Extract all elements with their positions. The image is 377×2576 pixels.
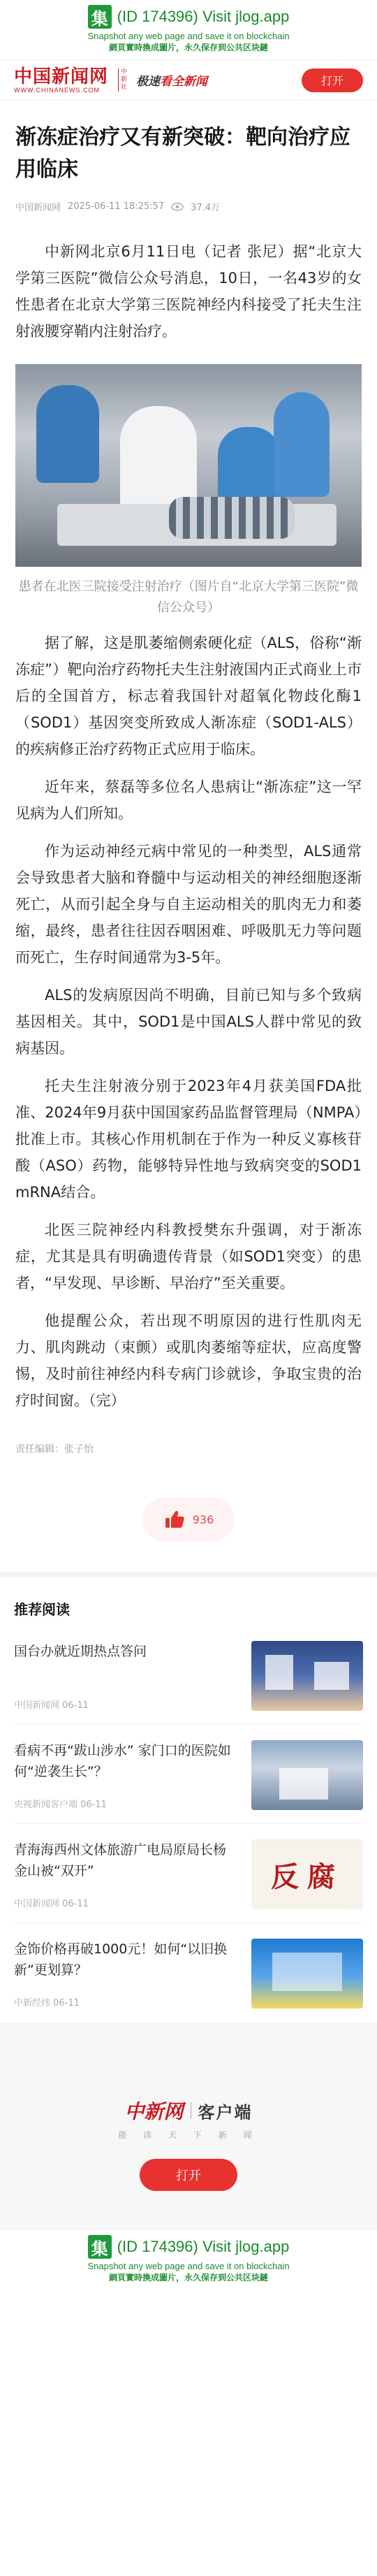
recommend-text — [14, 1839, 237, 1909]
article-source: 中国新闻网 — [15, 203, 61, 213]
recommend-item[interactable] — [14, 1725, 363, 1824]
recommend-title[interactable]: 看病不再“跋山涉水” 家门口的医院如何“逆袭生长”？ — [14, 1743, 231, 1779]
jlog-banner-top[interactable] — [0, 0, 377, 60]
jlog-logo-icon: 集 — [88, 2235, 112, 2259]
eye-icon — [171, 203, 184, 211]
like-count: 936 — [192, 1512, 214, 1526]
site-logo[interactable] — [14, 67, 108, 94]
header-slogan — [136, 71, 207, 89]
jlog-banner-bottom[interactable] — [0, 2229, 377, 2289]
article-meta — [15, 200, 362, 213]
article-body — [15, 238, 362, 1414]
article-title: 渐冻症治疗又有新突破：靶向治疗应用临床 — [15, 125, 350, 182]
recommend-text — [14, 1641, 237, 1711]
recommend-heading: 推荐阅读 — [14, 1601, 70, 1618]
recommend-thumbnail[interactable] — [251, 1641, 363, 1711]
recommend-item[interactable] — [14, 1923, 363, 2023]
article-paragraph: 近年来，蔡磊等多位名人患病让“渐冻症”这一罕见病为人们所知。 — [15, 779, 362, 822]
article-paragraph: ALS的发病原因尚不明确，目前已知与多个致病基因相关。其中，SOD1是中国ALS人群中常见的致病基因。 — [15, 987, 362, 1057]
jlog-banner-row — [0, 2233, 377, 2261]
recommend-thumbnail[interactable] — [251, 1939, 363, 2009]
article-paragraph: 托夫生注射液分别于2023年4月获美国FDA批准、2024年9月获中国国家药品监督管理局（NMPA）批准上市。其核心作用机制在于作为一种反义寡核苷酸（ASO）药物，能够特异性地与致病突变的SOD1 mRNA结合。 — [15, 1078, 362, 1201]
slogan-part-a: 极速 — [136, 75, 161, 89]
jlog-banner-subtitle: Snapshot any web page and save it on blockchain — [87, 2261, 290, 2271]
article-paragraph: 作为运动神经元病中常见的一种类型，ALS通常会导致患者大脑和脊髓中与运动相关的神经细胞逐渐死亡，从而引起全身与自主运动相关的肌肉无力和萎缩，最终，患者往往因吞咽困难、呼吸肌无力等问题而死亡，生存时间通常为3-5年。 — [15, 843, 362, 966]
jlog-banner-subtitle-cn: 網頁實時換成圖片，永久保存到公共区块鏈 — [108, 43, 268, 52]
site-logo-en: WWW.CHINANEWS.COM — [14, 86, 100, 94]
article-views: 37.4万 — [191, 203, 221, 213]
recommend-thumbnail[interactable] — [251, 1839, 363, 1909]
article-datetime: 2025-06-11 18:25:57 — [68, 201, 165, 212]
article-paragraph: 他提醒公众，若出现不明原因的进行性肌肉无力、肌肉跳动（束颤）或肌肉萎缩等症状，应高度警惕，及时前往神经内科专病门诊就诊，争取宝贵的治疗时间窗。（完） — [15, 1312, 362, 1409]
footer-tagline: 能 读 天 下 新 闻 — [118, 2130, 259, 2140]
recommend-source: 中新经纬 06-11 — [14, 1998, 80, 2009]
recommend-title[interactable]: 青海海西州文体旅游广电局原局长杨金山被“双开” — [14, 1842, 227, 1879]
recommend-thumbnail[interactable] — [251, 1740, 363, 1810]
article-paragraph: 据了解，这是肌萎缩侧索硬化症（ALS，俗称“渐冻症”）靶向治疗药物托夫生注射液国内正式商业上市后的全国首方，标志着我国针对超氧化物歧化酶1（SOD1）基因突变所致成人渐冻症（SOD1-ALS）的疾病修正治疗药物正式应用于临床。 — [15, 635, 362, 758]
jlog-banner-subtitle-cn: 網頁實時換成圖片，永久保存到公共区块鏈 — [108, 2273, 268, 2282]
open-app-button-bottom[interactable]: 打开 — [140, 2159, 237, 2191]
editor-credit: 责任编辑：张子怡 — [15, 1444, 94, 1455]
article-paragraph: 北医三院神经内科教授樊东升强调，对于渐冻症，尤其是具有明确遗传背景（如SOD1突变）的患者，“早发现、早诊断、早治疗”至关重要。 — [15, 1222, 362, 1291]
recommend-title[interactable]: 金饰价格再破1000元！如何“以旧换新”更划算？ — [14, 1941, 228, 1978]
recommend-source: 央视新闻客户端 06-11 — [14, 1800, 107, 1810]
jlog-banner-row — [0, 3, 377, 31]
jlog-banner-subtitle: Snapshot any web page and save it on blockchain — [87, 31, 290, 41]
footer-logo — [124, 2097, 252, 2125]
footer-client-label: 客户端 — [198, 2102, 253, 2122]
recommend-text — [14, 1740, 237, 1810]
recommend-list — [0, 1626, 377, 2023]
article — [0, 122, 377, 1541]
like-button[interactable] — [142, 1498, 235, 1541]
open-app-button[interactable]: 打开 — [302, 68, 363, 92]
thumbnail-caption: 反腐 — [271, 1860, 343, 1893]
article-paragraph: 中新网北京6月11日电（记者 张尼）据“北京大学第三医院”微信公众号消息，10日，一名43岁的女性患者在北京大学第三医院神经内科接受了托夫生注射液腰穿鞘内注射治疗。 — [15, 243, 362, 340]
site-logo-badge: 中新社 — [118, 68, 128, 92]
jlog-logo-icon: 集 — [88, 5, 112, 29]
recommend-title[interactable]: 国台办就近期热点答问 — [14, 1644, 147, 1659]
recommend-item[interactable] — [14, 1626, 363, 1725]
jlog-banner-title[interactable]: (ID 174396) Visit jlog.app — [117, 8, 290, 25]
recommend-source: 中国新闻网 06-11 — [14, 1700, 89, 1711]
site-logo-cn: 中国新闻网 — [14, 66, 109, 87]
jlog-banner-title[interactable]: (ID 174396) Visit jlog.app — [117, 2238, 290, 2255]
recommend-source: 中国新闻网 06-11 — [14, 1899, 89, 1909]
section-divider — [0, 1572, 377, 1577]
recommend-text — [14, 1939, 237, 2009]
slogan-part-b: 看全新闻 — [160, 75, 208, 89]
header-logo-group[interactable] — [14, 67, 207, 94]
thumbs-up-icon — [163, 1508, 186, 1531]
like-area — [15, 1498, 362, 1541]
recommend-item[interactable] — [14, 1824, 363, 1923]
photo-caption: 患者在北医三院接受注射治疗（图片自“北京大学第三医院”微信公众号） — [18, 579, 359, 615]
site-header — [0, 60, 377, 101]
footer-logo-cn: 中新网 — [124, 2100, 184, 2123]
article-photo[interactable] — [15, 364, 362, 567]
app-promo-footer — [0, 2023, 377, 2229]
